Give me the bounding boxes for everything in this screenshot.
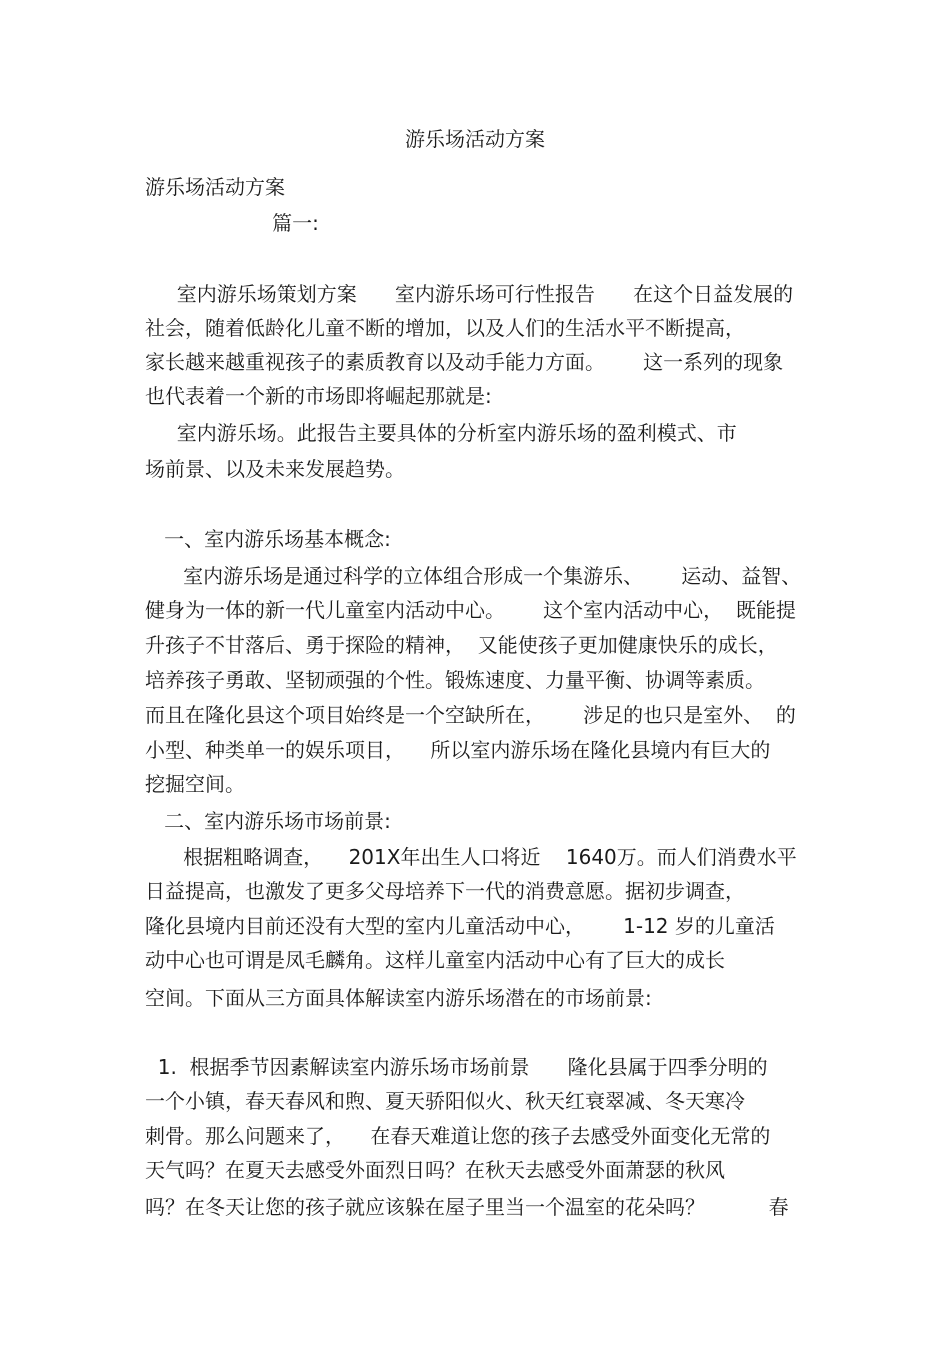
paragraph-line: 挖掘空间。 <box>145 772 245 796</box>
paragraph-line: 社会，随着低龄化儿童不断的增加，以及人们的生活水平不断提高， <box>145 316 745 340</box>
paragraph-line: 日益提高，也激发了更多父母培养下一代的消费意愿。据初步调查， <box>145 879 745 903</box>
paragraph-line: 室内游乐场是通过科学的立体组合形成一个集游乐、 运动、益智、 <box>145 564 802 588</box>
paragraph-line: 而且在隆化县这个项目始终是一个空缺所在， 涉足的也只是室外、 的 <box>145 703 796 727</box>
paragraph-line: 健身为一体的新一代儿童室内活动中心。 这个室内活动中心， 既能提 <box>145 598 796 622</box>
heading-2: 二、室内游乐场市场前景: <box>145 809 391 833</box>
paragraph-line: 也代表着一个新的市场即将崛起那就是: <box>145 384 492 408</box>
paragraph-line: 小型、种类单一的娱乐项目， 所以室内游乐场在隆化县境内有巨大的 <box>145 738 771 762</box>
paragraph-line: 吗？在冬天让您的孩子就应该躲在屋子里当一个温室的花朵吗？ 春 <box>145 1195 789 1219</box>
paragraph-line: 场前景、以及未来发展趋势。 <box>145 457 405 481</box>
paragraph-line: 天气吗？在夏天去感受外面烈日吗？在秋天去感受外面萧瑟的秋风 <box>145 1158 725 1182</box>
paragraph-line: 家长越来越重视孩子的素质教育以及动手能力方面。 这一系列的现象 <box>145 350 784 374</box>
paragraph-line: 隆化县境内目前还没有大型的室内儿童活动中心， 1-12 岁的儿童活 <box>145 914 775 938</box>
paragraph-line: 动中心也可谓是凤毛麟角。这样儿童室内活动中心有了巨大的成长 <box>145 948 725 972</box>
paragraph-line: 升孩子不甘落后、勇于探险的精神， 又能使孩子更加健康快乐的成长， <box>145 633 778 657</box>
document-title: 游乐场活动方案 <box>405 127 545 151</box>
paragraph-line: 空间。下面从三方面具体解读室内游乐场潜在的市场前景: <box>145 986 652 1010</box>
paragraph-line: 室内游乐场。此报告主要具体的分析室内游乐场的盈利模式、市 <box>145 421 737 445</box>
paragraph-line: 1. 根据季节因素解读室内游乐场市场前景 隆化县属于四季分明的 <box>145 1055 768 1079</box>
paragraph-line: 一个小镇，春天春风和煦、夏天骄阳似火、秋天红衰翠减、冬天寒冷 <box>145 1089 745 1113</box>
section-label: 篇一: <box>145 211 319 235</box>
paragraph-line: 室内游乐场策划方案 室内游乐场可行性报告 在这个日益发展的 <box>145 282 794 306</box>
paragraph-line: 刺骨。那么问题来了， 在春天难道让您的孩子去感受外面变化无常的 <box>145 1124 771 1148</box>
paragraph-line: 根据粗略调查， 201X年出生人口将近 1640万。而人们消费水平 <box>145 845 797 869</box>
paragraph-line: 培养孩子勇敢、坚韧顽强的个性。锻炼速度、力量平衡、协调等素质。 <box>145 668 765 692</box>
subtitle: 游乐场活动方案 <box>145 175 285 199</box>
heading-1: 一、室内游乐场基本概念: <box>145 527 391 551</box>
